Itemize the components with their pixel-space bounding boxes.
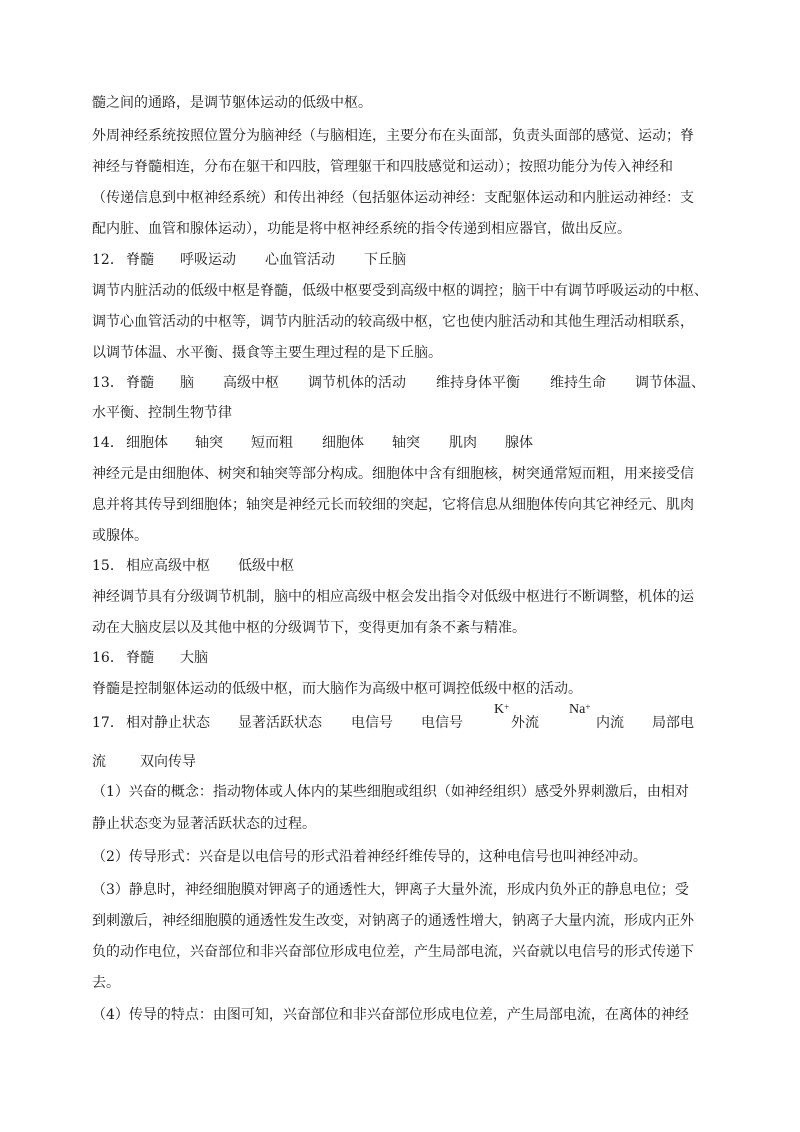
answer: 轴突 [195, 435, 223, 451]
answer: 肌肉 [449, 435, 477, 451]
answer: 电信号 [351, 715, 393, 731]
answer: 脑 [180, 375, 194, 391]
answer: 下丘脑 [364, 252, 406, 268]
text-line: （4）传导的特点：由图可知，兴奋部位和非兴奋部位形成电位差，产生局部电流，在离体的神经 [92, 1007, 689, 1023]
text-line: （1）兴奋的概念：指动物体或人体内的某些细胞或组织（如神经组织）感受外界刺激后，由相对 [92, 784, 689, 800]
text-line: 到刺激后，神经细胞膜的通透性发生改变，对钠离子的通透性增大，钠离子大量内流，形成内正外 [92, 913, 694, 929]
text-line: （3）静息时，神经细胞膜对钾离子的通透性大，钾离子大量外流，形成内负外正的静息电位；受 [92, 882, 689, 898]
answer-continuation: 流 [92, 754, 106, 770]
answer: 心血管活动 [265, 252, 335, 268]
answer: 相应高级中枢 [126, 558, 210, 574]
answer: 调节机体的活动 [308, 375, 406, 391]
answer: 轴突 [392, 435, 420, 451]
answer: 脊髓 [126, 650, 154, 666]
text-line: 动在大脑皮层以及其他中枢的分级调节下，变得更加有条不紊与精准。 [92, 620, 526, 636]
text-line: 调节心血管活动的中枢等，调节内脏活动的较高级中枢，它也使内脏活动和其他生理活动相联系， [92, 314, 694, 330]
text-line: 息并将其传导到细胞体；轴突是神经元长而较细的突起，它将信息从细胞体传向其它神经元、肌肉 [92, 497, 694, 513]
text-line: 水平衡、控制生物节律 [92, 405, 232, 421]
answer: 双向传导 [140, 754, 196, 770]
text-line: 静止状态变为显著活跃状态的过程。 [92, 816, 316, 832]
answer: 局部电 [652, 715, 694, 731]
text-line: （2）传导形式：兴奋是以电信号的形式沿着神经纤维传导的，这种电信号也叫神经冲动。 [92, 849, 647, 865]
text-line: 调节内脏活动的低级中枢是脊髓，低级中枢要受到高级中枢的调控；脑干中有调节呼吸运动的中枢、 [92, 283, 708, 299]
text-line: 神经调节具有分级调节机制，脑中的相应高级中枢会发出指令对低级中枢进行不断调整，机体的运 [92, 589, 694, 605]
text-line: 脊髓是控制躯体运动的低级中枢，而大脑作为高级中枢可调控低级中枢的活动。 [92, 681, 582, 697]
answer: 维持身体平衡 [436, 375, 520, 391]
answer: 电信号 [421, 715, 463, 731]
answer: 内流 [596, 715, 624, 731]
answer: 调节体温、 [635, 375, 705, 391]
answer: 外流 [511, 715, 539, 731]
text-line: 配内脏、血管和腺体运动），功能是将中枢神经系统的指令传递到相应器官，做出反应。 [92, 221, 631, 237]
question-number: 17． [92, 715, 124, 731]
answer: 腺体 [505, 435, 533, 451]
answer: 短而粗 [251, 435, 293, 451]
text-line: 去。 [92, 975, 120, 991]
answer: 高级中枢 [223, 375, 279, 391]
potassium-ion-label: K+ [494, 702, 510, 717]
question-number: 14． [92, 435, 124, 451]
answer: 脊髓 [126, 375, 154, 391]
answer: 显著活跃状态 [238, 715, 322, 731]
answer: 细胞体 [322, 435, 364, 451]
answer: 细胞体 [126, 435, 168, 451]
text-line: 或腺体。 [92, 528, 148, 544]
text-line: 外周神经系统按照位置分为脑神经（与脑相连，主要分布在头面部，负责头面部的感觉、运动；脊 [92, 128, 694, 144]
text-line: 神经元是由细胞体、树突和轴突等部分构成。细胞体中含有细胞核，树突通常短而粗，用来接受信 [92, 466, 694, 482]
text-line: 负的动作电位，兴奋部位和非兴奋部位形成电位差，产生局部电流，兴奋就以电信号的形式传递下 [92, 944, 694, 960]
answer: 大脑 [180, 650, 208, 666]
answer: 低级中枢 [238, 558, 294, 574]
text-line: 髓之间的通路，是调节躯体运动的低级中枢。 [92, 95, 372, 111]
question-number: 15． [92, 558, 124, 574]
answer: 相对静止状态 [126, 715, 210, 731]
question-number: 12． [92, 252, 124, 268]
text-line: （传递信息到中枢神经系统）和传出神经（包括躯体运动神经：支配躯体运动和内脏运动神经：支 [92, 190, 694, 206]
text-line: 神经与脊髓相连，分布在躯干和四肢，管理躯干和四肢感觉和运动）；按照功能分为传入神经和 [92, 159, 673, 175]
question-number: 16． [92, 650, 124, 666]
text-line: 以调节体温、水平衡、摄食等主要生理过程的是下丘脑。 [92, 345, 442, 361]
answer: 维持生命 [550, 375, 606, 391]
answer: 呼吸运动 [180, 252, 236, 268]
answer: 脊髓 [126, 252, 154, 268]
question-number: 13． [92, 375, 124, 391]
sodium-ion-label: Na+ [569, 702, 591, 717]
